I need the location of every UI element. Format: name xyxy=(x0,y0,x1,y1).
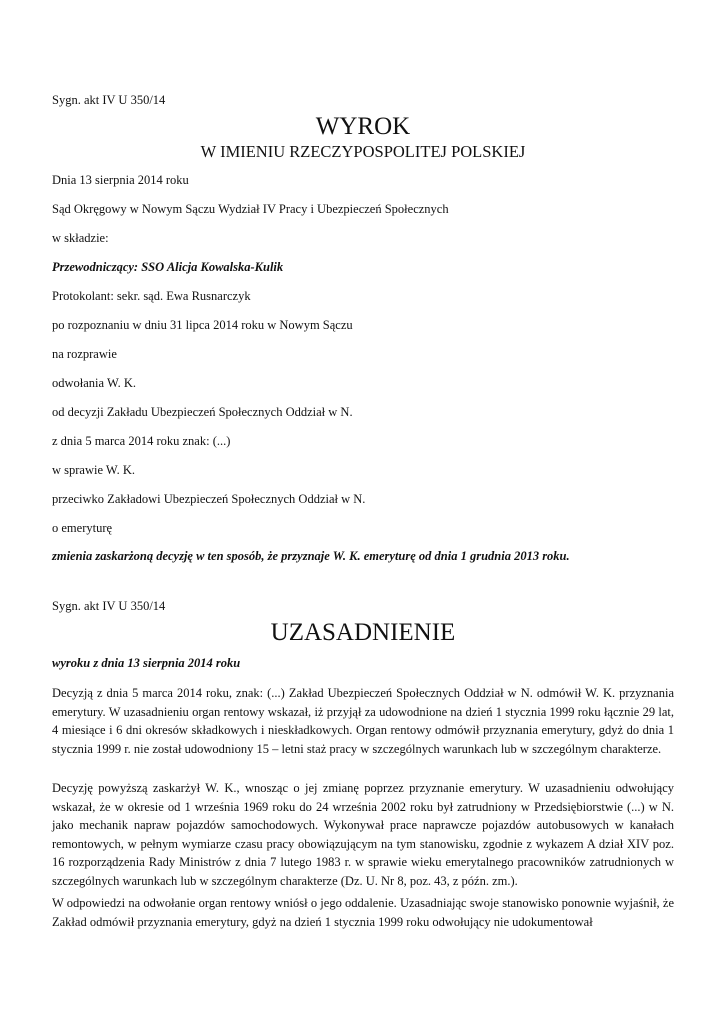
hearing-info: po rozpoznaniu w dniu 31 lipca 2014 roku w Nowym Sączu xyxy=(52,318,353,332)
justification-subtitle: wyroku z dnia 13 sierpnia 2014 roku xyxy=(52,656,241,670)
ruling-text: zmienia zaskarżoną decyzję w ten sposób, że przyznaje W. K. emeryturę od dnia 1 grudnia 2013 roku. xyxy=(52,549,570,563)
case-signature: Sygn. akt IV U 350/14 xyxy=(52,93,166,107)
verdict-date: Dnia 13 sierpnia 2014 roku xyxy=(52,173,189,187)
justification-signature: Sygn. akt IV U 350/14 xyxy=(52,599,166,613)
opposing-party: przeciwko Zakładowi Ubezpieczeń Społecznych Oddział w N. xyxy=(52,492,366,506)
justification-paragraph-1 xyxy=(52,684,674,758)
trial-label: na rozprawie xyxy=(52,347,117,361)
composition-label: w składzie: xyxy=(52,231,109,245)
decision-date: z dnia 5 marca 2014 roku znak: (...) xyxy=(52,434,231,448)
court-clerk: Protokolant: sekr. sąd. Ewa Rusnarczyk xyxy=(52,289,251,303)
justification-paragraph-3 xyxy=(52,894,674,931)
paragraph-text: Decyzją z dnia 5 marca 2014 roku, znak: (...) Zakład Ubezpieczeń Społecznych Oddział w N. odmówił W. K. przyznania emerytury. W uzasadnieniu organ rentowy wskazał, iż przyjął za udowodnione na dzień 1 stycznia 1999 roku łącznie 29 lat, 4 miesiące i 6 dni okresów składkowych i nieskładkowych. Organ rentowy odmówił przyznania emerytury, gdyż do dnia 1 stycznia 1999 r. nie został udowodniony 15 – letni staż pracy w szczególnych warunkach lub w szczególnym charakterze. xyxy=(52,686,674,756)
case-subject: o emeryturę xyxy=(52,521,113,535)
contested-decision: od decyzji Zakładu Ubezpieczeń Społecznych Oddział w N. xyxy=(52,405,353,419)
justification-paragraph-2 xyxy=(52,779,674,890)
paragraph-text: Decyzję powyższą zaskarżył W. K., wnosząc o jej zmianę poprzez przyznanie emerytury. W uzasadnieniu odwołujący wskazał, że w okresie od 1 września 1969 roku do 24 września 2002 roku był zatrudniony w Przedsiębiorstwie (...) w N. jako mechanik napraw pojazdów samochodowych. Wykonywał prace naprawcze pojazdów autobusowych w kanałach remontowych, w pełnym wymiarze czasu pracy obowiązującym na tym stanowisku, zgodnie z wykazem A dział XIV poz. 16 rozporządzenia Rady Ministrów z dnia 7 lutego 1983 r. w sprawie wieku emerytalnego pracowników zatrudnionych w szczególnych warunkach lub w szczególnym charakterze (Dz. U. Nr 8, poz. 43, z późn. zm.). xyxy=(52,781,674,888)
appeal-party: odwołania W. K. xyxy=(52,376,137,390)
case-party: w sprawie W. K. xyxy=(52,463,135,477)
court-name: Sąd Okręgowy w Nowym Sączu Wydział IV Pracy i Ubezpieczeń Społecznych xyxy=(52,202,449,216)
presiding-judge: Przewodniczący: SSO Alicja Kowalska-Kulik xyxy=(52,260,284,274)
verdict-title: WYROK xyxy=(315,113,411,140)
paragraph-text: W odpowiedzi na odwołanie organ rentowy wniósł o jego oddalenie. Uzasadniając swoje stanowisko ponownie wyjaśnił, że Zakład odmówił przyznania emerytury, gdyż na dzień 1 stycznia 1999 roku odwołujący nie udokumentował xyxy=(52,896,674,929)
verdict-subtitle: W IMIENIU RZECZYPOSPOLITEJ POLSKIEJ xyxy=(200,142,526,161)
justification-title: UZASADNIENIE xyxy=(270,619,456,646)
